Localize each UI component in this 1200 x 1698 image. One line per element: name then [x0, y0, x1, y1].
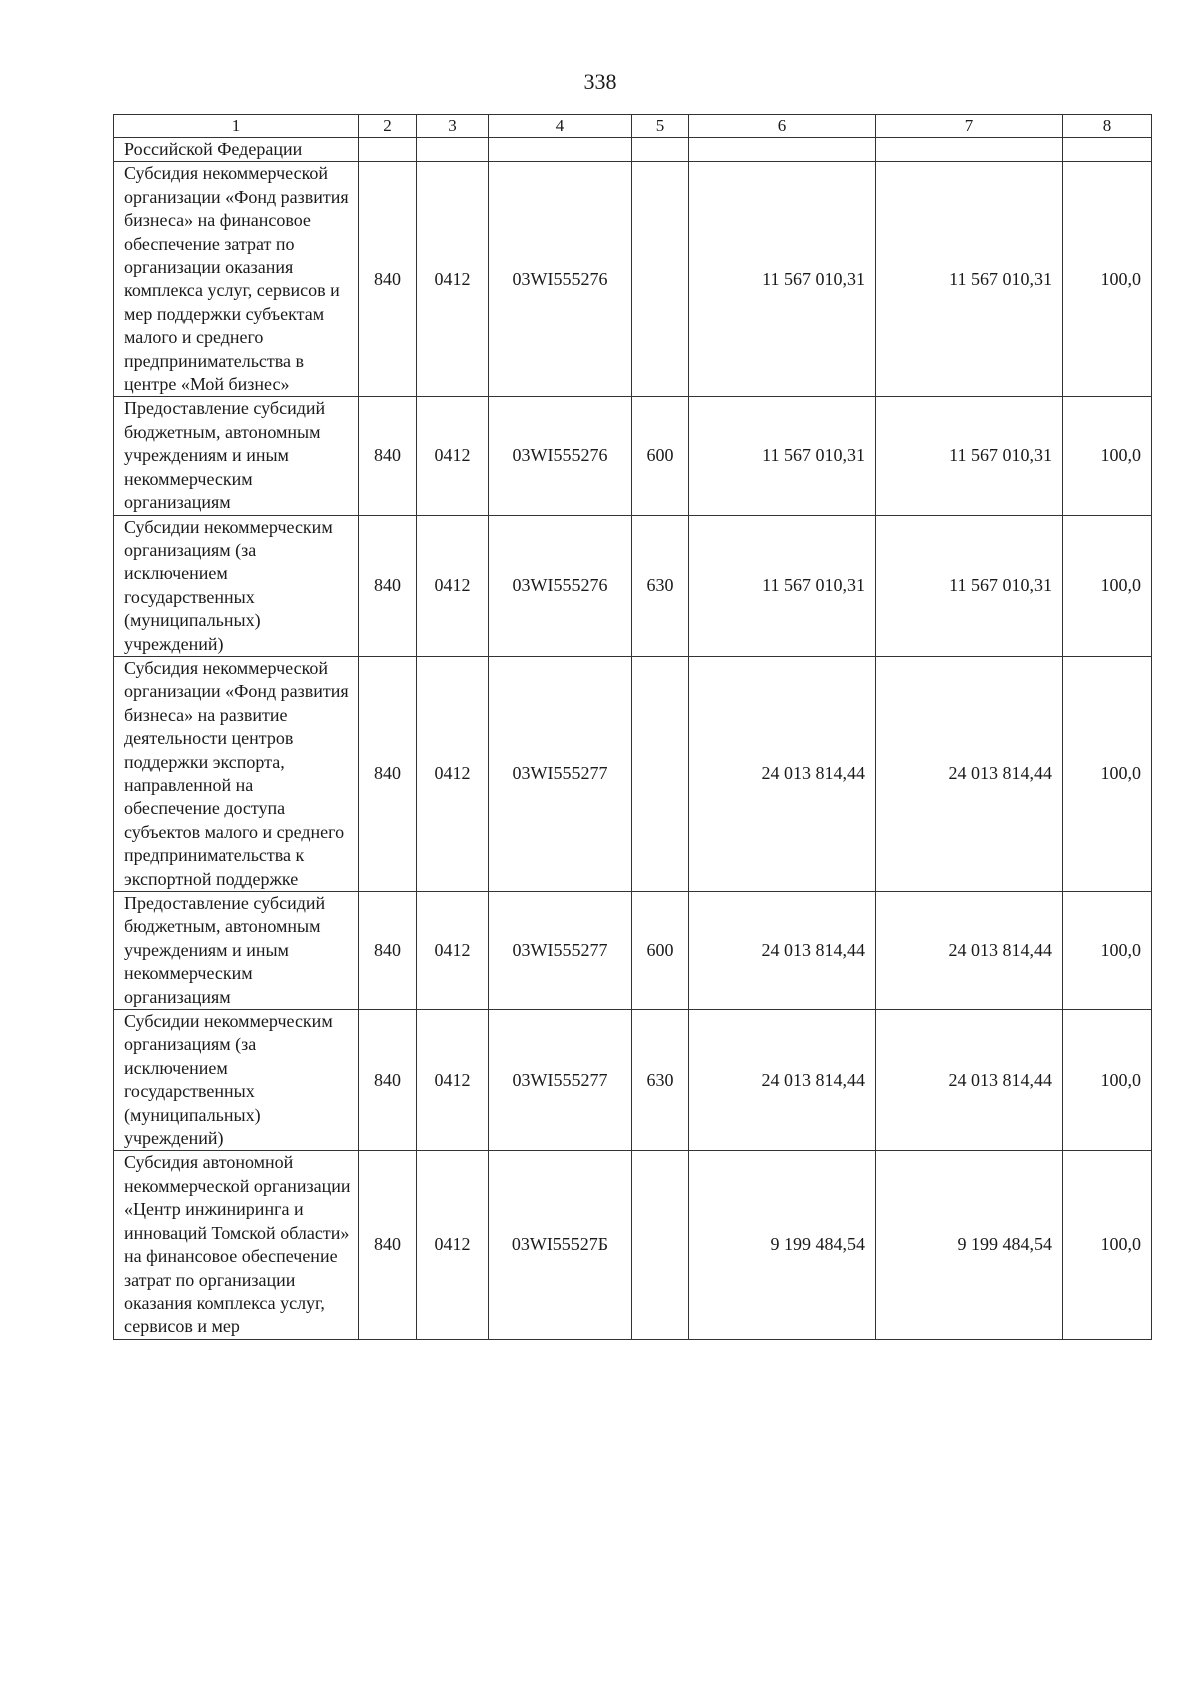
amount-cell: 24 013 814,44 [689, 1010, 876, 1151]
ministry-code-cell: 840 [359, 1010, 417, 1151]
percent-cell [1063, 138, 1152, 162]
percent-cell: 100,0 [1063, 656, 1152, 891]
section-code-cell: 0412 [417, 515, 489, 656]
percent-cell: 100,0 [1063, 1010, 1152, 1151]
expense-type-cell: 630 [632, 1010, 689, 1151]
percent-cell: 100,0 [1063, 162, 1152, 397]
table-row [114, 656, 1152, 891]
column-header: 3 [417, 115, 489, 138]
target-article-cell: 03WI555276 [489, 162, 632, 397]
ministry-code-cell: 840 [359, 397, 417, 515]
percent-cell: 100,0 [1063, 397, 1152, 515]
ministry-code-cell [359, 138, 417, 162]
ministry-code-cell: 840 [359, 1151, 417, 1339]
table-row [114, 1151, 1152, 1339]
column-header: 5 [632, 115, 689, 138]
target-article-cell: 03WI555277 [489, 1010, 632, 1151]
section-code-cell [417, 138, 489, 162]
row-description: Субсидия некоммерческой организации «Фонд развития бизнеса» на развитие деятельности центров поддержки экспорта, направленной на обеспечение доступа субъектов малого и среднего предпринимательства к экспортной поддержке [114, 656, 359, 891]
percent-cell: 100,0 [1063, 515, 1152, 656]
page-number: 338 [583, 69, 617, 94]
column-header: 6 [689, 115, 876, 138]
executed-amount-cell: 9 199 484,54 [876, 1151, 1063, 1339]
expense-type-cell [632, 1151, 689, 1339]
ministry-code-cell: 840 [359, 892, 417, 1010]
percent-cell: 100,0 [1063, 1151, 1152, 1339]
expense-type-cell: 600 [632, 892, 689, 1010]
executed-amount-cell: 24 013 814,44 [876, 892, 1063, 1010]
budget-table [113, 114, 1152, 1340]
amount-cell: 11 567 010,31 [689, 515, 876, 656]
executed-amount-cell: 11 567 010,31 [876, 397, 1063, 515]
target-article-cell: 03WI555277 [489, 656, 632, 891]
expense-type-cell [632, 656, 689, 891]
row-description: Субсидия некоммерческой организации «Фонд развития бизнеса» на финансовое обеспечение затрат по организации оказания комплекса услуг, сервисов и мер поддержки субъектам малого и среднего предпринимательства в центре «Мой бизнес» [114, 162, 359, 397]
target-article-cell [489, 138, 632, 162]
section-code-cell: 0412 [417, 162, 489, 397]
expense-type-cell [632, 162, 689, 397]
column-header: 2 [359, 115, 417, 138]
expense-type-cell: 600 [632, 397, 689, 515]
amount-cell: 24 013 814,44 [689, 656, 876, 891]
table-row [114, 397, 1152, 515]
section-code-cell: 0412 [417, 892, 489, 1010]
column-header: 1 [114, 115, 359, 138]
row-description: Предоставление субсидий бюджетным, автономным учреждениям и иным некоммерческим организациям [114, 892, 359, 1010]
section-code-cell: 0412 [417, 1151, 489, 1339]
row-description: Субсидия автономной некоммерческой организации «Центр инжиниринга и инноваций Томской области» на финансовое обеспечение затрат по организации оказания комплекса услуг, сервисов и мер [114, 1151, 359, 1339]
section-code-cell: 0412 [417, 1010, 489, 1151]
ministry-code-cell: 840 [359, 515, 417, 656]
amount-cell: 11 567 010,31 [689, 397, 876, 515]
section-code-cell: 0412 [417, 656, 489, 891]
percent-cell: 100,0 [1063, 892, 1152, 1010]
target-article-cell: 03WI555276 [489, 515, 632, 656]
column-header: 8 [1063, 115, 1152, 138]
amount-cell [689, 138, 876, 162]
table-row [114, 138, 1152, 162]
table-row [114, 892, 1152, 1010]
table-header-row [114, 115, 1152, 138]
row-description: Российской Федерации [114, 138, 359, 162]
target-article-cell: 03WI555277 [489, 892, 632, 1010]
amount-cell: 24 013 814,44 [689, 892, 876, 1010]
section-code-cell: 0412 [417, 397, 489, 515]
executed-amount-cell: 11 567 010,31 [876, 162, 1063, 397]
table-row [114, 1010, 1152, 1151]
expense-type-cell [632, 138, 689, 162]
executed-amount-cell: 11 567 010,31 [876, 515, 1063, 656]
row-description: Субсидии некоммерческим организациям (за исключением государственных (муниципальных) учреждений) [114, 1010, 359, 1151]
ministry-code-cell: 840 [359, 656, 417, 891]
expense-type-cell: 630 [632, 515, 689, 656]
executed-amount-cell: 24 013 814,44 [876, 1010, 1063, 1151]
target-article-cell: 03WI55527Б [489, 1151, 632, 1339]
table-row [114, 162, 1152, 397]
column-header: 7 [876, 115, 1063, 138]
amount-cell: 11 567 010,31 [689, 162, 876, 397]
table-row [114, 515, 1152, 656]
executed-amount-cell: 24 013 814,44 [876, 656, 1063, 891]
amount-cell: 9 199 484,54 [689, 1151, 876, 1339]
target-article-cell: 03WI555276 [489, 397, 632, 515]
column-header: 4 [489, 115, 632, 138]
executed-amount-cell [876, 138, 1063, 162]
ministry-code-cell: 840 [359, 162, 417, 397]
row-description: Субсидии некоммерческим организациям (за исключением государственных (муниципальных) учреждений) [114, 515, 359, 656]
row-description: Предоставление субсидий бюджетным, автономным учреждениям и иным некоммерческим организациям [114, 397, 359, 515]
